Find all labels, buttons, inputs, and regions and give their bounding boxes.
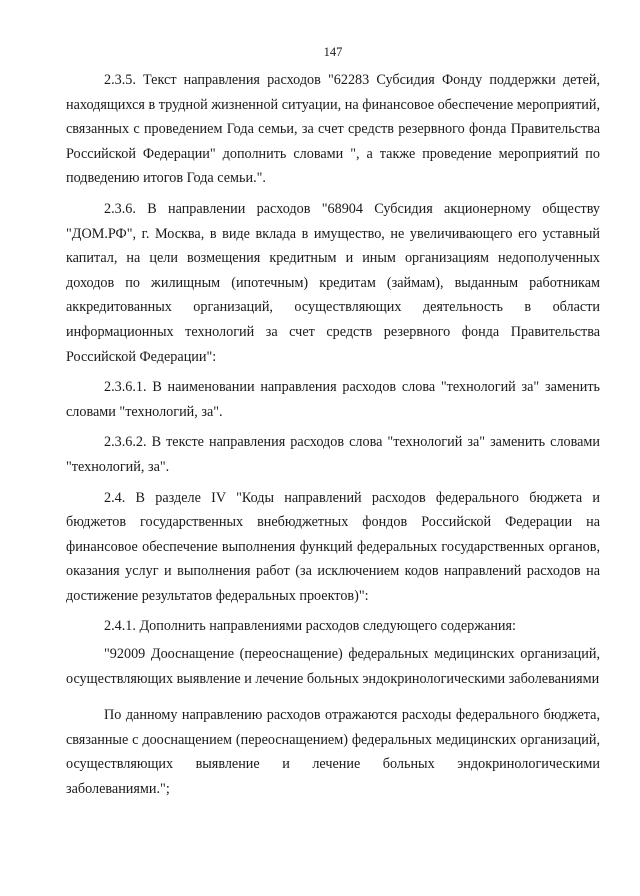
page-number: 147 <box>323 45 343 59</box>
paragraph-2-3-6: 2.3.6. В направлении расходов "68904 Субсидия акционерному обществу "ДОМ.РФ", г. Москва, в виде вклада в имущество, не увеличивающего его уставный капитал, на цели возмещения кредитным и иным организациям недополученных доходов по жилищным (ипотечным) кредитам (займам), выданным работникам аккредитованных организаций, осуществляющих деятельность в области информационных технологий за счет средств резервного фонда Правительства Российской Федерации": <box>66 200 600 365</box>
paragraph-2-4-1: 2.4.1. Дополнить направлениями расходов следующего содержания: <box>104 618 516 635</box>
paragraph-92009-heading: "92009 Дооснащение (переоснащение) федеральных медицинских организаций, осуществляющих выявление и лечение больных эндокринологическими заболеваниями <box>66 646 600 687</box>
paragraph-2-3-6-2: 2.3.6.2. В тексте направления расходов слова "технологий за" заменить словами "технологий, за". <box>66 434 600 475</box>
paragraph-92009-description: По данному направлению расходов отражаются расходы федерального бюджета, связанные с дооснащением (переоснащением) федеральных медицинских организаций, осуществляющих выявление и лечение больных эндокринологическими заболеваниями."; <box>66 707 600 798</box>
paragraph-2-3-5: 2.3.5. Текст направления расходов "62283 Субсидия Фонду поддержки детей, находящихся в трудной жизненной ситуации, на финансовое обеспечение мероприятий, связанных с проведением Года семьи, за счет средств резервного фонда Правительства Российской Федерации" дополнить словами ", а также проведение мероприятий по подведению итогов Года семьи.". <box>66 72 600 187</box>
paragraph-2-3-6-1: 2.3.6.1. В наименовании направления расходов слова "технологий за" заменить словами "технологий, за". <box>66 379 600 420</box>
paragraph-2-4: 2.4. В разделе IV "Коды направлений расходов федерального бюджета и бюджетов государственных внебюджетных фондов Российской Федерации на финансовое обеспечение выполнения функций федеральных государственных органов, оказания услуг и выполнения работ (за исключением кодов направлений расходов на достижение результатов федеральных проектов)": <box>66 489 600 604</box>
